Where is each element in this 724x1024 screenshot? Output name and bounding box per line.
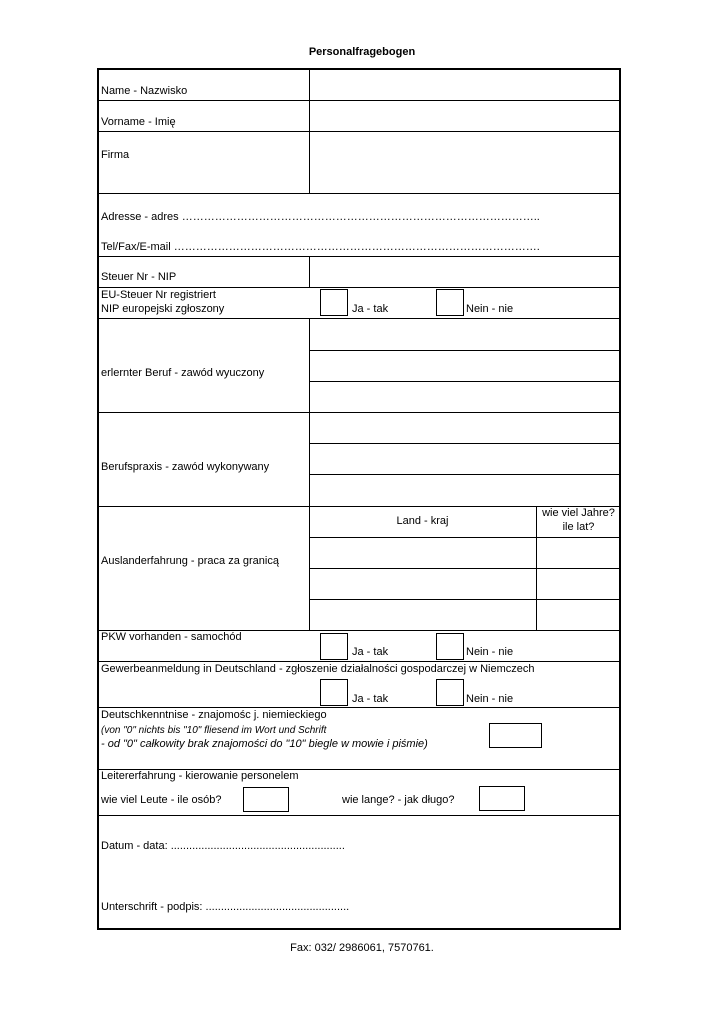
praxis-label: Berufspraxis - zawód wykonywany [101,461,270,473]
name-label: Name - Nazwisko [101,85,188,97]
deutsch-scale-pl: - od "0" całkowity brak znajomości do "10" biegle w mowie i piśmie) [101,738,428,750]
lange-label: wie lange? - jak długo? [342,794,455,806]
beruf-label: erlernter Beruf - zawód wyuczony [101,367,265,379]
row-divider [97,131,621,132]
steuer-label: Steuer Nr - NIP [101,271,177,283]
row-divider [97,100,621,101]
ausland-label: Auslanderfahrung - praca za granicą [101,555,279,567]
row-divider [97,256,621,257]
gewerbe-nein-checkbox[interactable] [436,679,464,706]
unterschrift-label: Unterschrift - podpis: ............................................... [101,901,350,913]
form-title: Personalfragebogen [308,46,416,58]
nein-label: Nein - nie [466,303,514,315]
eu-steuer-label: EU-Steuer Nr registriert [101,289,216,301]
row-divider [309,474,621,475]
datum-label: Datum - data: ......................................................... [101,840,345,852]
leute-input[interactable] [243,787,289,812]
deutsch-scale-de: (von "0" nichts bis "10" fliesend im Wort und Schrift [101,725,327,736]
row-divider [97,287,621,288]
jahre-header: wie viel Jahre? [542,507,615,519]
column-divider [309,256,310,287]
row-divider [97,661,621,662]
pkw-label: PKW vorhanden - samochód [101,631,242,643]
row-divider [97,707,621,708]
nein-label: Nein - nie [466,693,514,705]
tel-label: Tel/Fax/E-mail ………………………………………………………………………………………. [101,241,540,253]
row-divider [309,350,621,351]
row-divider [309,537,621,538]
pkw-nein-checkbox[interactable] [436,633,464,660]
column-divider [309,318,310,630]
row-divider [309,443,621,444]
land-header: Land - kraj [396,515,449,527]
fax-footer: Fax: 032/ 2986061, 7570761. [290,942,434,954]
pkw-ja-checkbox[interactable] [320,633,348,660]
row-divider [97,412,621,413]
eu-steuer-label-pl: NIP europejski zgłoszony [101,303,225,315]
deutsch-level-input[interactable] [489,723,542,748]
ja-label: Ja - tak [352,646,389,658]
vorname-label: Vorname - Imię [101,116,176,128]
row-divider [97,193,621,194]
row-divider [97,318,621,319]
firma-label: Firma [101,149,130,161]
column-divider [309,68,310,193]
row-divider [97,815,621,816]
gewerbe-label: Gewerbeanmeldung in Deutschland - zgłoszenie działalności gospodarczej w Niemczech [101,663,535,675]
ja-label: Ja - tak [352,303,389,315]
ja-label: Ja - tak [352,693,389,705]
nein-label: Nein - nie [466,646,514,658]
eu-steuer-ja-checkbox[interactable] [320,289,348,316]
row-divider [309,381,621,382]
adresse-label: Adresse - adres …………………………………………………………………………………….. [101,211,540,223]
leiter-label: Leitererfahrung - kierowanie personelem [101,770,299,782]
lange-input[interactable] [479,786,525,811]
deutsch-label: Deutschkenntnise - znajomośc j. niemieckiego [101,709,327,721]
row-divider [309,599,621,600]
jahre-header-pl: ile lat? [562,521,595,533]
row-divider [309,568,621,569]
eu-steuer-nein-checkbox[interactable] [436,289,464,316]
gewerbe-ja-checkbox[interactable] [320,679,348,706]
leute-label: wie viel Leute - ile osób? [101,794,222,806]
